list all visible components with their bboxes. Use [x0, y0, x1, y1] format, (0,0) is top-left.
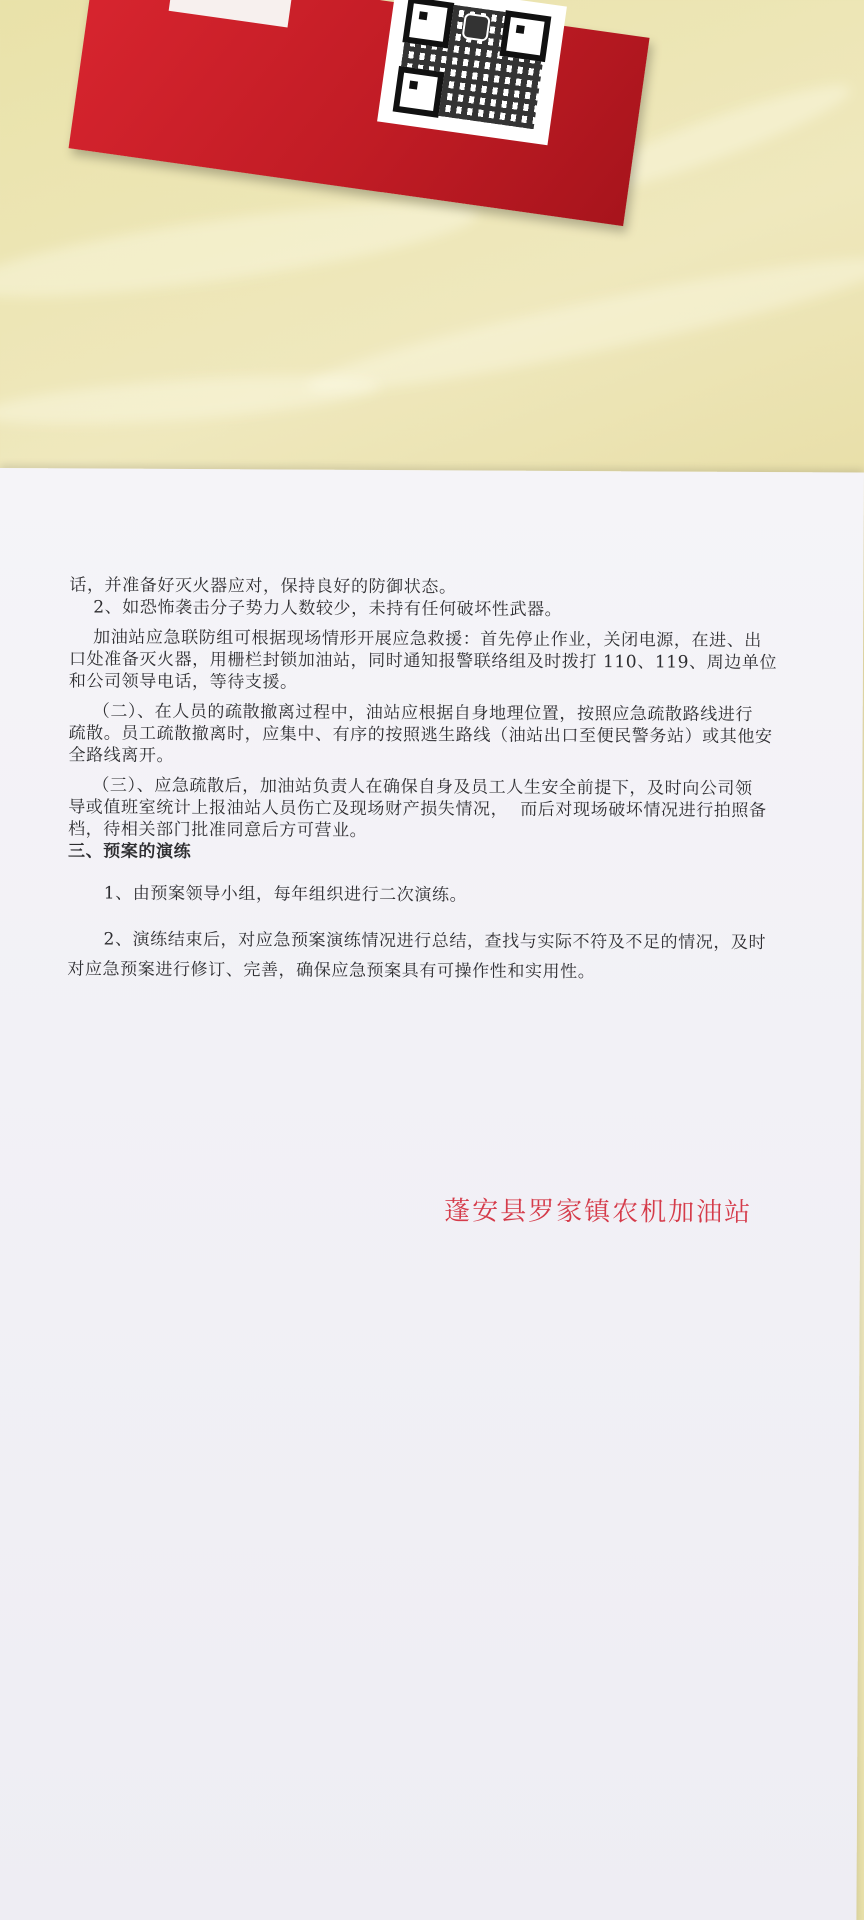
text-line: 和公司领导电话，等待支援。	[68, 671, 298, 693]
marble-streak	[0, 184, 482, 316]
marble-streak	[0, 366, 381, 434]
text-line: 档，待相关部门批准同意后方可营业。	[68, 819, 368, 841]
drill-item: 1、由预案领导小组，每年组织进行二次演练。	[67, 883, 468, 906]
drill-item: 对应急预案进行修订、完善，确保应急预案具有可操作性和实用性。	[67, 959, 596, 983]
text-line: 2、如恐怖袭击分子势力人数较少，未持有任何破坏性武器。	[69, 597, 563, 620]
organization-stamp: 蓬安县罗家镇农机加油站	[444, 1196, 753, 1228]
section-heading: 三、预案的演练	[67, 841, 192, 863]
red-flyer	[69, 0, 650, 226]
qr-finder-bottom-left	[393, 66, 445, 118]
text-line: 疏散。员工疏散撤离时，应集中、有序的按照逃生路线（油站出口至便民警务站）或其他安	[68, 723, 773, 748]
document-body	[67, 574, 809, 984]
text-line: （三）、应急疏散后，加油站负责人在确保自身及员工人生安全前提下，及时向公司领	[68, 775, 753, 799]
flyer-white-panel	[169, 0, 293, 27]
text-line: 话，并准备好灭火器应对，保持良好的防御状态。	[69, 575, 457, 598]
drill-item: 2、演练结束后，对应急预案演练情况进行总结，查找与实际不符及不足的情况，及时	[67, 929, 767, 954]
qr-center-logo	[461, 13, 490, 42]
paper-sheet	[0, 468, 864, 1920]
qr-finder-top-right	[499, 10, 551, 62]
marble-streak	[301, 238, 864, 412]
text-line: 加油站应急联防组可根据现场情形开展应急救援：首先停止作业，关闭电源，在进、出	[69, 627, 762, 651]
text-line: 全路线离开。	[68, 745, 175, 766]
text-line: 口处准备灭火器，用栅栏封锁加油站，同时通知报警联络组及时拨打 110、119、周边单位	[68, 649, 778, 674]
qr-finder-top-left	[402, 0, 454, 48]
text-line: 导或值班室统计上报油站人员伤亡及现场财产损失情况， 而后对现场破坏情况进行拍照备	[68, 797, 767, 822]
qr-code	[384, 0, 560, 139]
text-line: （二）、在人员的疏散撤离过程中，油站应根据自身地理位置，按照应急疏散路线进行	[68, 701, 754, 725]
